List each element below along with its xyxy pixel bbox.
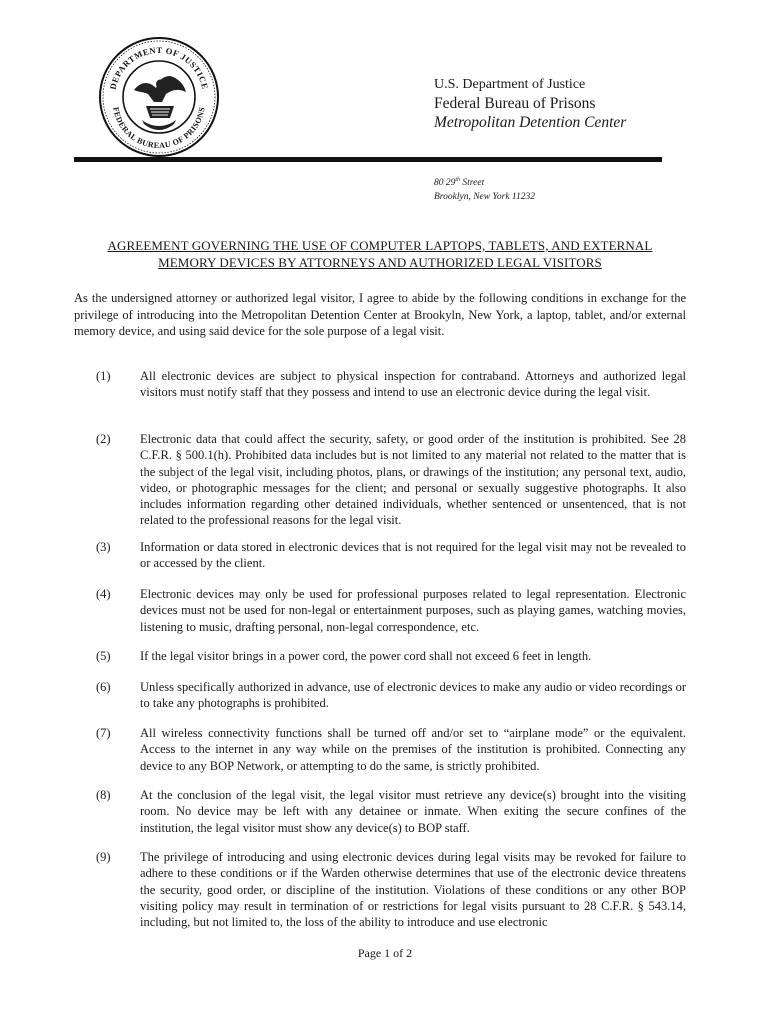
- condition-item: [74, 725, 686, 774]
- title-line-1: AGREEMENT GOVERNING THE USE OF COMPUTER LAPTOPS, TABLETS, AND EXTERNAL: [107, 238, 653, 253]
- document-title: [60, 238, 700, 272]
- condition-number: (7): [96, 726, 111, 740]
- condition-text: At the conclusion of the legal visit, the legal visitor must retrieve any device(s) brought into the visiting room. No device may be left with any detainee or inmate. When exiting the secure confines of the institution, the legal visitor must show any device(s) to BOP staff.: [140, 788, 686, 835]
- condition-number: (1): [96, 369, 111, 383]
- facility-name: Metropolitan Detention Center: [434, 113, 627, 131]
- condition-item: [74, 539, 686, 572]
- condition-item: [74, 787, 686, 836]
- condition-text: All wireless connectivity functions shall be turned off and/or set to “airplane mode” or the equivalent. Access to the internet in any way while on the premises of the institution is prohibited. Connecting any device to any BOP Network, or attempting to do the same, is strictly prohibited.: [140, 726, 686, 773]
- bureau-name: Federal Bureau of Prisons: [434, 94, 596, 112]
- condition-text: Electronic devices may only be used for professional purposes related to legal representation. Electronic devices must not be used for non-legal or entertainment purposes, such as playing games, watching movies, listening to music, drafting personal, non-legal correspondence, etc.: [140, 587, 686, 634]
- address-line-2: Brooklyn, New York 11232: [434, 192, 535, 203]
- condition-item: [74, 586, 686, 635]
- intro-paragraph: As the undersigned attorney or authorized legal visitor, I agree to abide by the following conditions in exchange for the privilege of introducing into the Metropolitan Detention Center at Brookyln, New York, a laptop, tablet, and/or external memory device, and using said device for the sole purpose of a legal visit.: [74, 291, 686, 338]
- condition-number: (2): [96, 432, 111, 446]
- condition-number: (9): [96, 850, 111, 864]
- condition-text: If the legal visitor brings in a power cord, the power cord shall not exceed 6 feet in length.: [140, 649, 592, 663]
- department-name: U.S. Department of Justice: [434, 77, 586, 92]
- condition-text: The privilege of introducing and using electronic devices during legal visits may be revoked for failure to adhere to these conditions or if the Warden otherwise determines that use of the electronic device threatens the security, good order, or discipline of the institution. Violations of these conditions or any other BOP visiting policy may result in termination of or restrictions for legal visits pursuant to 28 C.F.R. § 543.14, including, but not limited to, the loss of the ability to introduce and use electronic: [140, 850, 686, 929]
- page-number: Page 1 of 2: [357, 946, 413, 960]
- condition-number: (8): [96, 788, 111, 802]
- condition-number: (6): [96, 680, 111, 694]
- address-line-1: 80 29th Street: [434, 177, 485, 189]
- condition-text: All electronic devices are subject to physical inspection for contraband. Attorneys and authorized legal visitors must notify staff that they possess and intend to use an electronic device during the legal visit.: [140, 369, 686, 400]
- title-line-2: MEMORY DEVICES BY ATTORNEYS AND AUTHORIZED LEGAL VISITORS: [158, 254, 602, 270]
- header-divider: [74, 157, 662, 162]
- agency-header: [434, 76, 626, 132]
- condition-item: [74, 679, 686, 712]
- condition-text: Information or data stored in electronic devices that is not required for the legal visit may not be revealed to or accessed by the client.: [140, 540, 686, 571]
- seal-text-top: DEPARTMENT OF JUSTICE: [107, 44, 211, 91]
- condition-text: Electronic data that could affect the security, safety, or good order of the institution is prohibited. See 28 C.F.R. § 500.1(h). Prohibited data includes but is not limited to any material not related to the matter that is the subject of the legal visit, including photos, plans, or drawings of the institution; any personal text, audio, video, or photographic messages for the client; and personal or sexually suggestive photographs. It also includes information regarding other detained individuals, whether sentenced or unsentenced, that is not related to the professional reasons for the legal visit.: [140, 432, 686, 528]
- condition-number: (5): [96, 649, 111, 663]
- condition-item: [74, 849, 686, 930]
- facility-address: [434, 176, 535, 205]
- condition-number: (3): [96, 540, 111, 554]
- seal-text-bottom: FEDERAL BUREAU OF PRISONS: [111, 106, 207, 151]
- condition-number: (4): [96, 587, 111, 601]
- condition-item: [74, 368, 686, 401]
- condition-text: Unless specifically authorized in advance, use of electronic devices to make any audio or video recordings or to take any photographs is prohibited.: [140, 680, 686, 711]
- condition-item: [74, 431, 686, 529]
- condition-item: [74, 648, 686, 664]
- doj-seal-logo: [98, 36, 220, 158]
